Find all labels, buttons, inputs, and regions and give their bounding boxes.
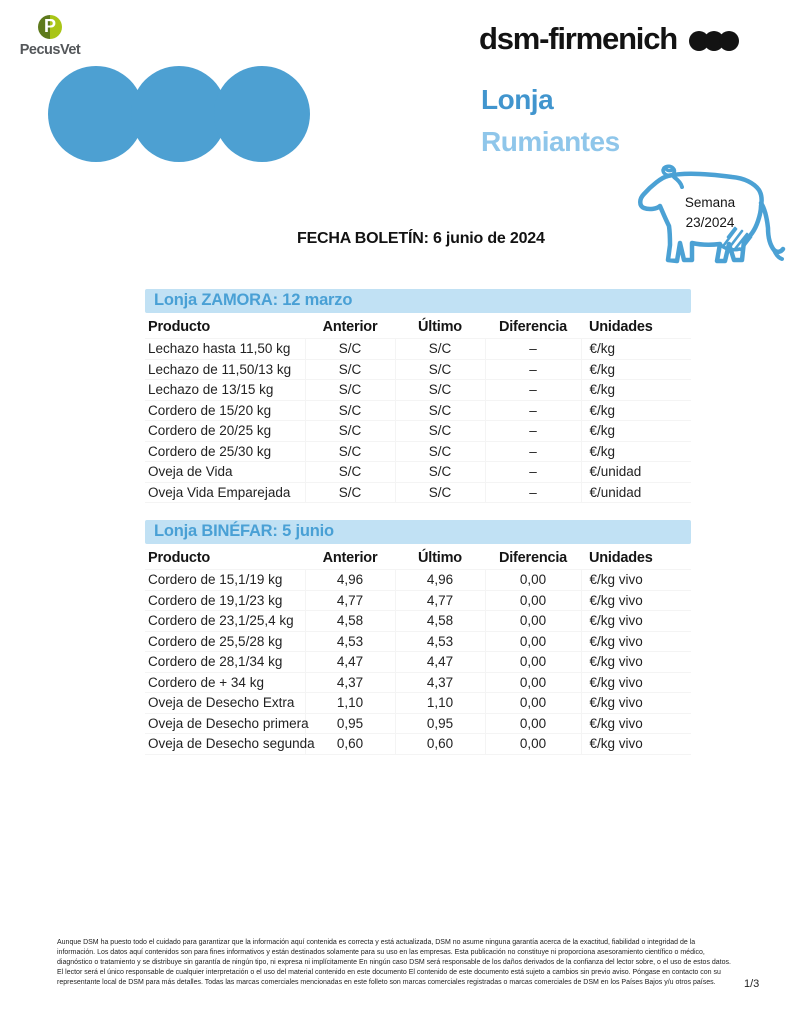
table-header [145, 314, 691, 339]
table-row [145, 570, 691, 591]
cell-ultimo: 0,60 [395, 734, 485, 755]
cell-ultimo: S/C [395, 482, 485, 503]
cell-ultimo: 4,77 [395, 590, 485, 611]
cell-diferencia: 0,00 [485, 611, 581, 632]
table-title-banner-binefar: Lonja BINÉFAR: 5 junio [145, 520, 691, 544]
cell-diferencia: 0,00 [485, 631, 581, 652]
cell-unidades: €/unidad [581, 482, 691, 503]
document-title [481, 79, 620, 163]
cell-unidades: €/kg vivo [581, 672, 691, 693]
title-line-lonja: Lonja [481, 84, 554, 115]
table-row [145, 713, 691, 734]
cell-diferencia: – [485, 462, 581, 483]
cell-anterior: 4,53 [305, 631, 395, 652]
table-row [145, 652, 691, 673]
cell-unidades: €/kg [581, 441, 691, 462]
cell-diferencia: 0,00 [485, 590, 581, 611]
column-header-ultimo: Último [418, 550, 462, 566]
cell-diferencia: – [485, 359, 581, 380]
pecusvet-logo [14, 15, 86, 58]
column-header-producto: Producto [148, 550, 211, 566]
cell-anterior: 0,95 [305, 713, 395, 734]
column-header-unidades: Unidades [589, 319, 653, 335]
column-header-anterior: Anterior [322, 319, 378, 335]
cell-ultimo: 4,47 [395, 652, 485, 673]
cell-anterior: 4,96 [305, 570, 395, 591]
cell-ultimo: S/C [395, 400, 485, 421]
cell-ultimo: S/C [395, 462, 485, 483]
cell-producto: Lechazo de 11,50/13 kg [145, 359, 305, 380]
cell-diferencia: 0,00 [485, 734, 581, 755]
tables-section [145, 289, 691, 755]
cell-anterior: 4,37 [305, 672, 395, 693]
cell-unidades: €/kg vivo [581, 590, 691, 611]
cell-unidades: €/kg [581, 380, 691, 401]
cell-unidades: €/kg vivo [581, 631, 691, 652]
cell-producto: Cordero de + 34 kg [145, 672, 305, 693]
cell-diferencia: – [485, 421, 581, 442]
cell-diferencia: – [485, 482, 581, 503]
cell-ultimo: 4,58 [395, 611, 485, 632]
cell-producto: Cordero de 15,1/19 kg [145, 570, 305, 591]
cell-producto: Cordero de 19,1/23 kg [145, 590, 305, 611]
table-row [145, 672, 691, 693]
cell-unidades: €/kg [581, 359, 691, 380]
blue-circle-decoration [131, 66, 227, 162]
table-row [145, 631, 691, 652]
cell-ultimo: S/C [395, 359, 485, 380]
table-row [145, 482, 691, 503]
cell-unidades: €/unidad [581, 462, 691, 483]
table-row [145, 734, 691, 755]
cell-anterior: S/C [305, 482, 395, 503]
legal-disclaimer: Aunque DSM ha puesto todo el cuidado para garantizar que la información aquí contenida es correcta y está actualizada, DSM no asume ninguna garantía acerca de la exactitud, fiabilidad o integridad de la información. Los datos aquí contenidos son para fines informativos y están destinados solamente para su uso en las empresas. Esta publicación no constituye ni proporciona asesoramiento científico o médico, diagnóstico o tratamiento y se distribuye sin garantía de ningún tipo, ni expresa ni implícitamente En ningún caso DSM será responsable de los daños derivados de la confianza del lector sobre, o el uso de estos datos. El lector será el único responsable de cualquier interpretación o el uso del material contenido en este documento El contenido de este documento está sujeto a cambios sin previo aviso. Póngase en contacto con su representante local de DSM para más detalles. Todas las marcas comerciales mencionadas en este folleto son marcas comerciales registradas o marcas comerciales de DSM en los Países Bajos y/u otros países. [57, 939, 731, 986]
cell-ultimo: S/C [395, 421, 485, 442]
table-row [145, 380, 691, 401]
pecusvet-logo-letter: P [43, 16, 56, 36]
cell-diferencia: – [485, 441, 581, 462]
cell-ultimo: 1,10 [395, 693, 485, 714]
table-row [145, 462, 691, 483]
page-number: 1/3 [744, 978, 760, 990]
cell-anterior: 4,47 [305, 652, 395, 673]
cell-unidades: €/kg vivo [581, 713, 691, 734]
cell-anterior: 1,10 [305, 693, 395, 714]
cow-sketch-week-badge [632, 157, 790, 280]
dsm-firmenich-wordmark: dsm-firmenich [479, 21, 677, 56]
bulletin-date: FECHA BOLETÍN: 6 junio de 2024 [297, 230, 545, 247]
cell-producto: Lechazo de 13/15 kg [145, 380, 305, 401]
cell-anterior: 4,77 [305, 590, 395, 611]
table-row [145, 421, 691, 442]
price-table-zamora [145, 314, 691, 503]
cell-diferencia: – [485, 339, 581, 360]
cell-diferencia: – [485, 400, 581, 421]
cell-unidades: €/kg [581, 421, 691, 442]
cell-unidades: €/kg vivo [581, 611, 691, 632]
blue-circle-decoration [48, 66, 144, 162]
cell-producto: Lechazo hasta 11,50 kg [145, 339, 305, 360]
cell-producto: Oveja de Vida [145, 462, 305, 483]
cell-diferencia: 0,00 [485, 652, 581, 673]
table-row [145, 359, 691, 380]
cell-unidades: €/kg vivo [581, 652, 691, 673]
cell-producto: Oveja de Desecho Extra [145, 693, 305, 714]
week-label-line1: Semana [684, 195, 736, 210]
cell-producto: Cordero de 23,1/25,4 kg [145, 611, 305, 632]
table-row [145, 339, 691, 360]
cell-anterior: S/C [305, 462, 395, 483]
dsm-trio-dots-icon [689, 31, 739, 51]
cell-ultimo: 0,95 [395, 713, 485, 734]
cell-anterior: 0,60 [305, 734, 395, 755]
cell-diferencia: – [485, 380, 581, 401]
column-header-diferencia: Diferencia [498, 550, 568, 566]
pecusvet-logo-icon [38, 15, 62, 39]
column-header-anterior: Anterior [322, 550, 378, 566]
cell-diferencia: 0,00 [485, 570, 581, 591]
cell-unidades: €/kg vivo [581, 570, 691, 591]
cell-producto: Cordero de 28,1/34 kg [145, 652, 305, 673]
cell-ultimo: 4,96 [395, 570, 485, 591]
table-header [145, 545, 691, 570]
column-header-unidades: Unidades [589, 550, 653, 566]
cell-diferencia: 0,00 [485, 693, 581, 714]
cell-diferencia: 0,00 [485, 713, 581, 734]
table-row [145, 400, 691, 421]
cell-ultimo: S/C [395, 380, 485, 401]
cell-producto: Oveja Vida Emparejada [145, 482, 305, 503]
cell-producto: Cordero de 25,5/28 kg [145, 631, 305, 652]
cell-producto: Oveja de Desecho segunda [145, 734, 305, 755]
cell-unidades: €/kg vivo [581, 734, 691, 755]
cell-diferencia: 0,00 [485, 672, 581, 693]
cell-anterior: S/C [305, 441, 395, 462]
blue-circle-decoration [214, 66, 310, 162]
cell-anterior: S/C [305, 400, 395, 421]
cell-anterior: S/C [305, 421, 395, 442]
table-title-banner-zamora: Lonja ZAMORA: 12 marzo [145, 289, 691, 313]
cell-anterior: S/C [305, 359, 395, 380]
column-header-diferencia: Diferencia [498, 319, 568, 335]
table-row [145, 611, 691, 632]
cell-producto: Cordero de 15/20 kg [145, 400, 305, 421]
cell-producto: Oveja de Desecho primera [145, 713, 305, 734]
cell-producto: Cordero de 20/25 kg [145, 421, 305, 442]
price-table-binefar [145, 545, 691, 755]
cell-producto: Cordero de 25/30 kg [145, 441, 305, 462]
table-row [145, 441, 691, 462]
cell-anterior: S/C [305, 380, 395, 401]
title-line-rumiantes: Rumiantes [481, 126, 620, 157]
cow-sketch-icon [632, 157, 790, 275]
cell-ultimo: 4,37 [395, 672, 485, 693]
pecusvet-logo-text: PecusVet [19, 42, 81, 58]
cell-ultimo: 4,53 [395, 631, 485, 652]
column-header-ultimo: Último [418, 319, 462, 335]
week-label-line2: 23/2024 [685, 215, 735, 230]
cell-unidades: €/kg [581, 400, 691, 421]
cell-anterior: 4,58 [305, 611, 395, 632]
cell-ultimo: S/C [395, 339, 485, 360]
cell-unidades: €/kg [581, 339, 691, 360]
table-row [145, 693, 691, 714]
column-header-producto: Producto [148, 319, 211, 335]
cell-unidades: €/kg vivo [581, 693, 691, 714]
table-row [145, 590, 691, 611]
cell-ultimo: S/C [395, 441, 485, 462]
dsm-firmenich-logo [479, 21, 739, 57]
cell-anterior: S/C [305, 339, 395, 360]
